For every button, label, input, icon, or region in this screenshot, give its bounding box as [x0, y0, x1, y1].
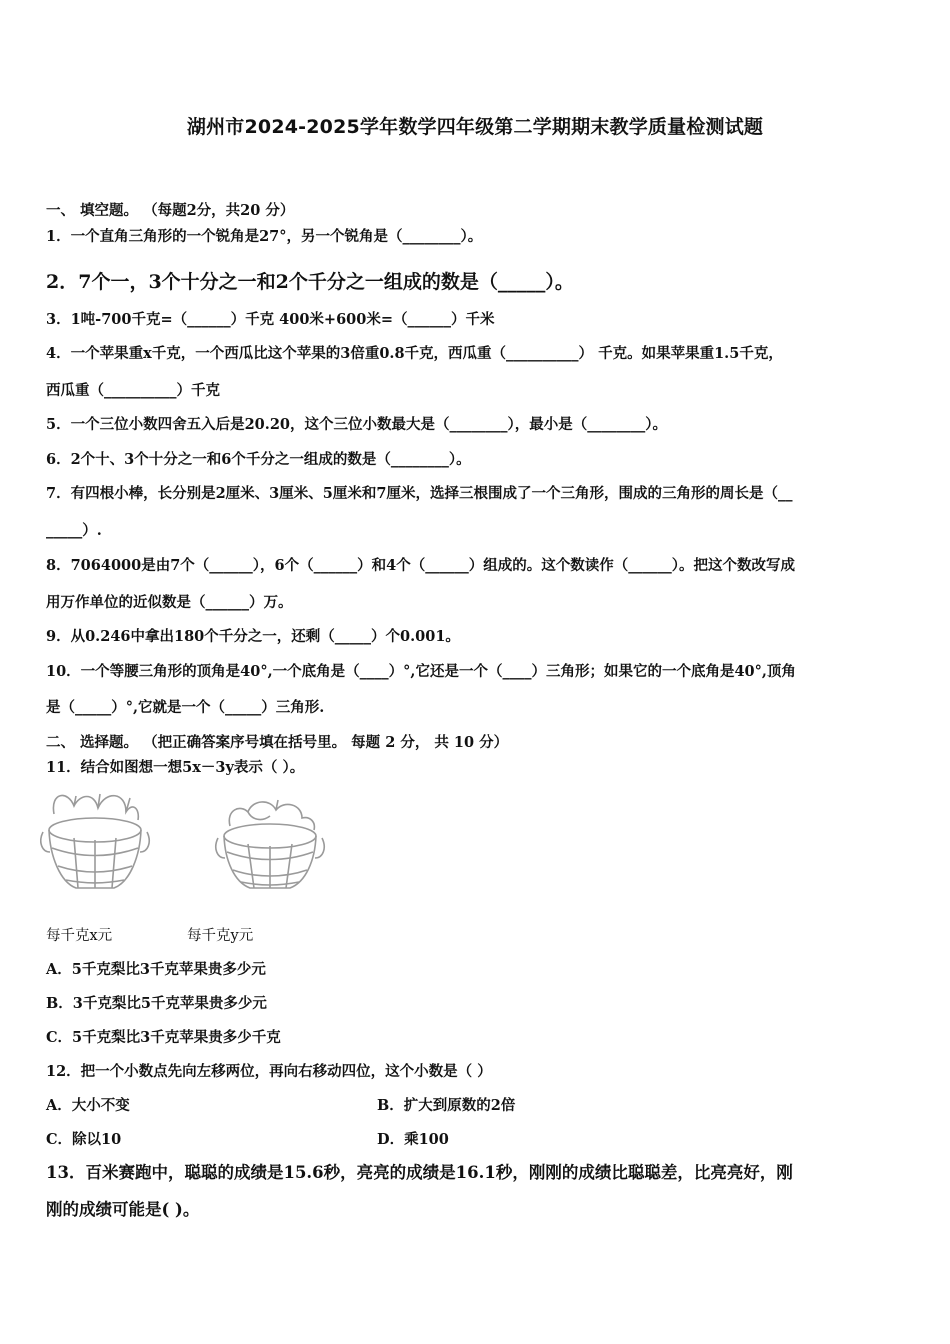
apple-basket-icon: [216, 800, 324, 888]
question-11-stem: 11．结合如图想一想5x－3y表示（ ）。: [46, 759, 305, 776]
section2-heading: 二、 选择题。 （把正确答案序号填在括号里。 每题 2 分， 共 10 分）: [46, 734, 509, 751]
question-10-line1: 10．一个等腰三角形的顶角是40°,一个底角是（____）°,它还是一个（____）三角形；如果它的一个底角是40°,顶角: [46, 663, 796, 680]
question-13-line1: 13．百米赛跑中，聪聪的成绩是15.6秒，亮亮的成绩是16.1秒，刚刚的成绩比聪聪差，比亮亮好，刚: [46, 1163, 793, 1182]
question-11-option-a[interactable]: A．5千克梨比3千克苹果贵多少元: [46, 961, 266, 978]
question-12-option-a[interactable]: A．大小不变: [46, 1097, 130, 1114]
apple-price-label: 每千克y元: [187, 928, 254, 944]
question-10-line2: 是（_____）°,它就是一个（_____）三角形.: [46, 699, 325, 716]
pear-basket-icon: [41, 794, 149, 888]
question-8-line2: 用万作单位的近似数是（______）万。: [46, 594, 293, 611]
question-12-option-b[interactable]: B．扩大到原数的2倍: [377, 1097, 516, 1114]
section1-heading: 一、 填空题。 （每题2分，共20 分）: [46, 202, 295, 219]
pear-price-label: 每千克x元: [46, 928, 113, 944]
question-3: 3．1吨-700千克=（______）千克 400米+600米=（______）千米: [46, 311, 495, 328]
question-11-option-c[interactable]: C．5千克梨比3千克苹果贵多少千克: [46, 1029, 281, 1046]
question-6: 6．2个十、3个十分之一和6个千分之一组成的数是（________）。: [46, 451, 471, 468]
question-12-option-c[interactable]: C．除以10: [46, 1131, 122, 1148]
question-12-option-d[interactable]: D．乘100: [377, 1131, 449, 1148]
page-title: 湖州市2024-2025学年数学四年级第二学期期末教学质量检测试题: [186, 116, 764, 138]
question-8-line1: 8．7064000是由7个（______），6个（______）和4个（______）组成的。这个数读作（______）。把这个数改写成: [46, 557, 795, 574]
question-2: 2．7个一，3个十分之一和2个千分之一组成的数是（_____）。: [46, 271, 574, 293]
question-5: 5．一个三位小数四舍五入后是20.20，这个三位小数最大是（________），最小是（________）。: [46, 416, 667, 433]
question-4-line2: 西瓜重（__________）千克: [46, 382, 220, 399]
question-1: 1．一个直角三角形的一个锐角是27°，另一个锐角是（________）。: [46, 228, 483, 245]
question-12-stem: 12．把一个小数点先向左移两位，再向右移动四位，这个小数是（ ）: [46, 1063, 492, 1080]
question-7-line1: 7．有四根小棒，长分别是2厘米、3厘米、5厘米和7厘米，选择三根围成了一个三角形，围成的三角形的周长是（__: [46, 485, 793, 502]
question-4-line1: 4．一个苹果重x千克，一个西瓜比这个苹果的3倍重0.8千克，西瓜重（__________） 千克。如果苹果重1.5千克，: [46, 345, 783, 362]
fruit-baskets-figure: [40, 786, 340, 896]
question-11-option-b[interactable]: B．3千克梨比5千克苹果贵多少元: [46, 995, 267, 1012]
question-13-line2: 刚的成绩可能是( )。: [46, 1200, 200, 1219]
question-7-line2: _____）.: [46, 522, 102, 539]
question-9: 9．从0.246中拿出180个千分之一，还剩（_____）个0.001。: [46, 628, 460, 645]
